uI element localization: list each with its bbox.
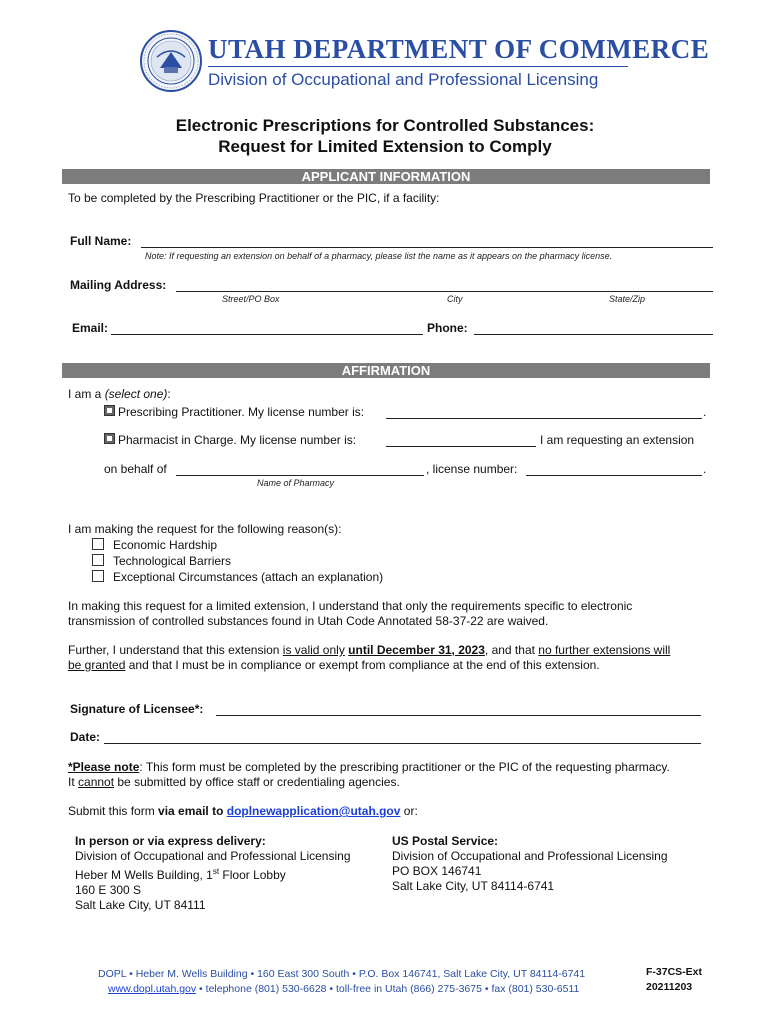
statement-limited-extension-line1: In making this request for a limited extension, I understand that only the requirements specific to electronic <box>68 599 633 613</box>
reasons-intro: I am making the request for the following reason(s): <box>68 522 342 536</box>
practitioner-period: . <box>703 405 707 419</box>
submit-email-link[interactable]: doplnewapplication@utah.gov <box>226 804 401 818</box>
email-label: Email: <box>72 321 109 335</box>
in-person-line4: Salt Lake City, UT 84111 <box>75 898 206 912</box>
in-person-line2: Heber M Wells Building, 1st Floor Lobby <box>75 867 286 882</box>
phone-label: Phone: <box>427 321 468 335</box>
signature-field[interactable] <box>216 715 701 716</box>
statement-limited-extension-line2: transmission of controlled substances found in Utah Code Annotated 58-37-22 are waived. <box>68 614 549 628</box>
postal-address-block <box>392 834 668 894</box>
practitioner-license-field[interactable] <box>386 418 702 419</box>
applicant-section-header: APPLICANT INFORMATION <box>62 169 710 184</box>
form-revision-date: 20211203 <box>646 981 693 993</box>
pic-license-field[interactable] <box>386 446 536 447</box>
full-name-note: Note: If requesting an extension on behalf of a pharmacy, please list the name as it appears on the pharmacy license. <box>145 251 613 261</box>
full-name-label: Full Name: <box>70 234 132 248</box>
reason-economic-hardship: Economic Hardship <box>113 538 218 552</box>
pharmacy-name-field[interactable] <box>176 475 424 476</box>
reason-technological-barriers: Technological Barriers <box>113 554 232 568</box>
in-person-line1: Division of Occupational and Professional Licensing <box>75 849 351 863</box>
form-title-line1: Electronic Prescriptions for Controlled Substances: <box>175 116 595 135</box>
affirmation-section-header: AFFIRMATION <box>62 363 710 378</box>
pic-checkbox[interactable] <box>104 433 115 444</box>
header-rule <box>208 66 628 67</box>
pharmacy-license-label: , license number: <box>426 462 518 476</box>
pharmacy-name-caption: Name of Pharmacy <box>257 478 335 488</box>
date-label: Date: <box>70 730 101 744</box>
email-field[interactable] <box>111 334 423 335</box>
state-zip-caption: State/Zip <box>609 294 646 304</box>
mailing-address-field[interactable] <box>176 291 713 292</box>
footer-website-link[interactable]: www.dopl.utah.gov <box>108 983 197 995</box>
please-note-line2: It cannot be submitted by office staff or credentialing agencies. <box>68 775 400 789</box>
statement-valid-until-line2: be granted and that I must be in compliance or exempt from compliance at the end of this extension. <box>68 658 600 672</box>
statement-valid-until-line1: Further, I understand that this extension is valid only until December 31, 2023, and that no further extensions will <box>68 643 671 657</box>
on-behalf-label: on behalf of <box>104 462 167 476</box>
department-title: UTAH DEPARTMENT OF COMMERCE <box>208 34 710 64</box>
postal-line2: PO BOX 146741 <box>392 864 482 878</box>
submit-instructions: Submit this form via email to doplnewapplication@utah.gov or: <box>68 804 418 818</box>
mailing-address-label: Mailing Address: <box>70 278 167 292</box>
reason-exceptional-circumstances: Exceptional Circumstances (attach an explanation) <box>113 570 384 584</box>
in-person-line3: 160 E 300 S <box>75 883 142 897</box>
form-title-line2: Request for Limited Extension to Comply <box>218 137 552 156</box>
postal-line3: Salt Lake City, UT 84114-6741 <box>392 879 555 893</box>
practitioner-option-label: Prescribing Practitioner. My license number is: <box>118 405 365 419</box>
pharmacy-license-field[interactable] <box>526 475 702 476</box>
date-field[interactable] <box>104 743 701 744</box>
division-title: Division of Occupational and Professional Licensing <box>208 70 599 89</box>
postal-heading: US Postal Service: <box>392 834 499 848</box>
applicant-intro: To be completed by the Prescribing Practitioner or the PIC, if a facility: <box>68 191 440 205</box>
footer-address: DOPL • Heber M. Wells Building • 160 East 300 South • P.O. Box 146741, Salt Lake City, UT 84114-6741 <box>98 968 586 980</box>
postal-line1: Division of Occupational and Professional Licensing <box>392 849 668 863</box>
pic-option-tail: I am requesting an extension <box>540 433 695 447</box>
full-name-field[interactable] <box>141 247 713 248</box>
in-person-heading: In person or via express delivery: <box>75 834 266 848</box>
phone-field[interactable] <box>474 334 713 335</box>
please-note-line1: *Please note: This form must be completed by the prescribing practitioner or the PIC of the requesting pharmacy. <box>68 760 670 774</box>
in-person-address-block <box>75 834 351 913</box>
signature-label: Signature of Licensee*: <box>70 702 204 716</box>
pharmacy-period: . <box>703 462 707 476</box>
technological-barriers-checkbox[interactable] <box>92 554 104 566</box>
select-one-label: I am a (select one): <box>68 387 171 401</box>
footer-contact: www.dopl.utah.gov • telephone (801) 530-6628 • toll-free in Utah (866) 275-3675 • fax (801) 530-6511 <box>108 983 580 995</box>
form-id: F-37CS-Ext <box>646 966 703 978</box>
utah-seal-icon <box>140 30 202 92</box>
exceptional-circumstances-checkbox[interactable] <box>92 570 104 582</box>
economic-hardship-checkbox[interactable] <box>92 538 104 550</box>
city-caption: City <box>447 294 463 304</box>
practitioner-checkbox[interactable] <box>104 405 115 416</box>
street-caption: Street/PO Box <box>222 294 280 304</box>
pic-option-label: Pharmacist in Charge. My license number is: <box>118 433 357 447</box>
